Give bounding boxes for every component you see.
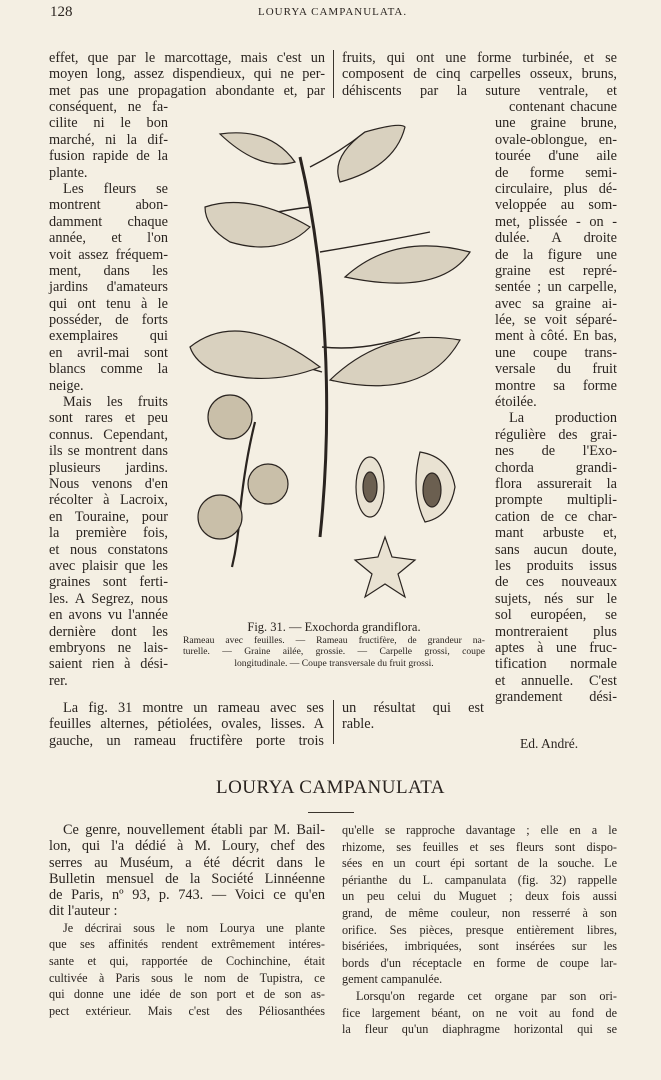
text-line: la fleur qu'un diaphragme horizontal qui se — [342, 1022, 617, 1037]
text-line: met pas une propagation abondante et, par — [49, 82, 325, 99]
text-line: la première fois, — [49, 525, 168, 542]
text-line: grand, de même couleur, non resserré à son — [342, 905, 617, 920]
text-line: Bulletin mensuel de la Société Linnéenne — [49, 870, 325, 887]
text-line: neige. — [49, 377, 84, 394]
text-line: rable. — [342, 716, 375, 733]
text-line: grandement dési- — [495, 689, 617, 706]
text-line: gement campanulée. — [342, 972, 443, 987]
text-line: saient rien à dési- — [49, 656, 168, 673]
text-line: un peu celui du Muguet ; deux fois aussi — [342, 889, 617, 904]
star-cross-section — [355, 537, 415, 597]
text-line: exemplaires qui — [49, 328, 168, 345]
top-right-paragraph — [342, 50, 617, 99]
leaf — [220, 133, 295, 164]
text-line: qu'elle se rapproche davantage ; elle en a le — [342, 823, 617, 837]
text-line: Ce genre, nouvellement établi par M. Bail- — [63, 822, 325, 838]
text-line: ovale-oblongue, en- — [495, 131, 617, 148]
leaf — [338, 125, 405, 182]
text-line: et nous constatons — [49, 541, 168, 558]
text-line: jardins d'amateurs — [49, 279, 168, 296]
text-line: une graine brune, — [495, 115, 617, 132]
text-line: sées en un court épi sortant de la souche. Le — [342, 856, 617, 871]
text-line: récolter à Lacroix, — [49, 492, 168, 509]
page-number: 128 — [50, 4, 73, 20]
text-line: ils se montrent dans — [49, 443, 168, 460]
text-line: feuilles alternes, pétiolées, ovales, lisses. A — [49, 716, 324, 733]
text-line: de Paris, nº 93, p. 743. — Voici ce qu'en — [49, 887, 325, 904]
text-line: montrent abon- — [49, 197, 168, 214]
column-rule-top — [333, 50, 334, 98]
text-line: lée, se voit séparé- — [495, 312, 617, 329]
caption-line: longitudinale. — Coupe transversale du fruit grossi. — [234, 657, 434, 669]
bottom-left-paragraph — [49, 700, 324, 749]
text-line: dit l'auteur : — [49, 903, 118, 920]
text-line: périanthe du L. campanulata (fig. 32) rappelle — [342, 872, 617, 887]
text-line: conséquent, ne fa- — [49, 99, 168, 115]
text-line: graines sont ferti- — [49, 574, 168, 591]
text-line: avec plaisir que les — [49, 557, 168, 574]
running-title: LOURYA CAMPANULATA. — [258, 6, 408, 18]
leaf — [190, 331, 320, 378]
text-line: chorda grandi- — [495, 459, 617, 476]
text-line: cation de ce char- — [495, 508, 617, 525]
text-line: les. A Segrez, nous — [49, 590, 168, 607]
text-line: plante. — [49, 164, 88, 181]
text-line: connus. Cependant, — [49, 426, 168, 443]
text-line: dernière dont les — [49, 623, 168, 640]
text-line: cilite ni le bon — [49, 115, 168, 132]
text-line: Je décrirai sous le nom Lourya une plante — [63, 920, 325, 935]
text-line: prompte multipli- — [495, 492, 617, 509]
text-line: qui donne une idée de son port et de son as- — [49, 987, 325, 1002]
text-line: orifice. Ses pièces, presque entièrement libres, — [342, 922, 617, 937]
seed-core — [363, 472, 377, 502]
exochorda-illustration — [170, 112, 490, 612]
title-rule — [308, 812, 354, 813]
column-rule-bottom — [333, 700, 334, 744]
text-line: une coupe trans- — [495, 344, 617, 361]
text-line: sante et qui, rapportée de Cochinchine, était — [49, 953, 325, 968]
fruit — [208, 395, 252, 439]
text-line: dulée. A droite — [495, 230, 617, 247]
left-narrow-column — [49, 99, 168, 689]
section-title: LOURYA CAMPANULATA — [215, 777, 445, 798]
text-line: année, et l'on — [49, 230, 168, 247]
text-line: embryons ne lais- — [49, 639, 168, 656]
text-line: Mais les fruits — [63, 394, 168, 411]
text-line: fruits, qui ont une forme turbinée, et se — [342, 50, 617, 66]
top-left-paragraph — [49, 50, 325, 99]
text-line: aptes à une fruc- — [495, 639, 617, 656]
text-line: régulière des grai- — [495, 426, 617, 443]
text-line: tification normale — [495, 656, 617, 673]
text-line: posséder, de forts — [49, 312, 168, 329]
text-line: sentée ; un carpelle, — [495, 279, 617, 296]
text-line: fusion rapide de la — [49, 148, 168, 165]
text-line: pect extérieur. Mais c'est des Péliosanthées — [49, 1003, 325, 1018]
text-line: en avons vu l'année — [49, 607, 168, 624]
text-line: Lorsqu'on regarde cet organe par son ori- — [356, 988, 617, 1003]
text-line: nes de l'Exo- — [495, 443, 617, 460]
carpel-seed — [423, 473, 441, 507]
text-line: en Touraine, pour — [49, 508, 168, 525]
section-left-column — [49, 822, 325, 1019]
text-line: avec sa graine ai- — [495, 295, 617, 312]
text-line: en avril-mai sont — [49, 344, 168, 361]
figure-caption — [183, 620, 485, 669]
text-line: Nous venons d'en — [49, 475, 168, 492]
text-line: La production — [509, 410, 617, 427]
text-line: mant arbuste et, — [495, 525, 617, 542]
text-line: contenant chacune — [509, 99, 617, 115]
text-line: sans aucun doute, — [495, 541, 617, 558]
text-line: les produits issus — [495, 557, 617, 574]
figure-title: Fig. 31. — Exochorda grandiflora. — [247, 620, 421, 634]
text-line: déhiscents par la suture ventrale, et — [342, 82, 617, 99]
text-line: circulaire, plus dé- — [495, 180, 617, 197]
text-line: effet, que par le marcottage, mais c'est un — [49, 50, 325, 66]
text-line: sujets, nés sur le — [495, 590, 617, 607]
text-line: sol européen, se — [495, 607, 617, 624]
text-line: montreraient plus — [495, 623, 617, 640]
text-line: blancs comme la — [49, 361, 168, 378]
caption-line: turelle. — Graine ailée, grossie. — Carpelle grossi, coupe — [183, 646, 485, 658]
text-line: de ces nouveaux — [495, 574, 617, 591]
text-line: fice largement béant, on ne voit au fond de — [342, 1005, 617, 1020]
caption-line: Rameau avec feuilles. — Rameau fructifère, de grandeur na- — [183, 635, 485, 646]
fruit — [248, 464, 288, 504]
text-line: composent de cinq carpelles osseux, bruns, — [342, 66, 617, 83]
text-line: rhizome, ses feuilles et ses fleurs sont dispo- — [342, 839, 617, 854]
text-line: que ses affinités rendent extrêmement intéres- — [49, 937, 325, 952]
text-line: bords d'un réceptacle en forme de coupe lar- — [342, 955, 617, 970]
text-line: rer. — [49, 672, 68, 689]
text-line: ment, dans les — [49, 262, 168, 279]
section-right-column — [342, 822, 617, 1038]
right-narrow-column — [495, 99, 617, 705]
text-line: Les fleurs se — [63, 180, 168, 197]
text-line: graine est repré- — [495, 262, 617, 279]
text-line: bisériées, imbriquées, sont insérées sur les — [342, 939, 617, 954]
text-line: tourée d'une aile — [495, 148, 617, 165]
text-line: étoilée. — [495, 394, 537, 411]
text-line: serres au Muséum, a été décrit dans le — [49, 854, 325, 871]
text-line: et annuelle. C'est — [495, 672, 617, 689]
fruit — [198, 495, 242, 539]
text-line: cultivée à Paris sous le nom de Tupistra, ce — [49, 970, 325, 985]
text-line: La fig. 31 montre un rameau avec ses — [63, 700, 324, 716]
text-line: montre sa forme — [495, 377, 617, 394]
bottom-mid-paragraph — [342, 700, 484, 733]
text-line: qui ont tenu à le — [49, 295, 168, 312]
text-line: marché, ni la dif- — [49, 131, 168, 148]
text-line: moyen long, assez dispendieux, qui ne per- — [49, 66, 325, 83]
leaf — [330, 337, 460, 385]
text-line: veloppée au som- — [495, 197, 617, 214]
text-line: de forme semi- — [495, 164, 617, 181]
author-signature: Ed. André. — [520, 736, 579, 751]
text-line: voit assez fréquem- — [49, 246, 168, 263]
text-line: damment chaque — [49, 213, 168, 230]
text-line: un résultat qui est — [342, 700, 484, 716]
text-line: sont rares et peu — [49, 410, 168, 427]
text-line: versale du fruit — [495, 361, 617, 378]
text-line: lon, qui l'a dédié à M. Loury, chef des — [49, 838, 325, 855]
text-line: ment à côté. En bas, — [495, 328, 617, 345]
text-line: flora assurerait la — [495, 475, 617, 492]
text-line: met, plissée - on - — [495, 213, 617, 230]
text-line: de la figure une — [495, 246, 617, 263]
text-line: plusieurs jardins. — [49, 459, 168, 476]
text-line: gauche, un rameau fructifère porte trois — [49, 732, 324, 749]
leaf — [345, 246, 470, 283]
